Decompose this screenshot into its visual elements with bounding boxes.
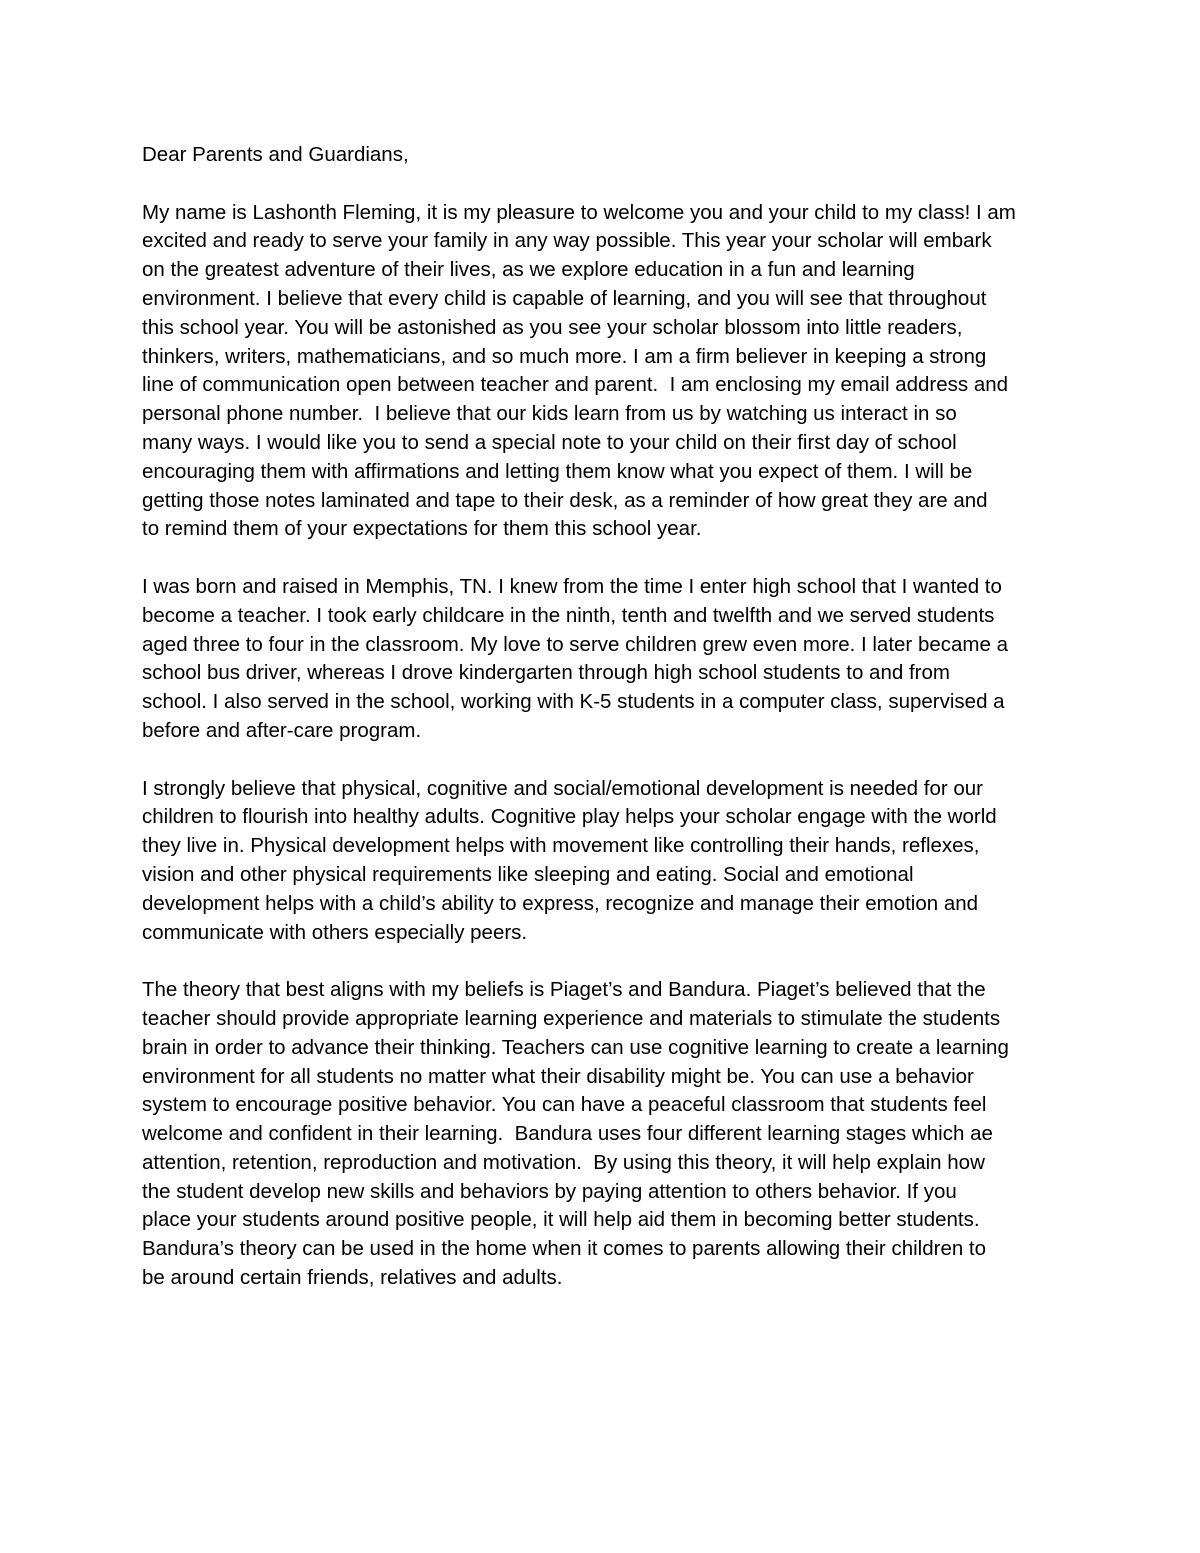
paragraphs-container — [142, 199, 1064, 1293]
text-line: this school year. You will be astonished as you see your scholar blossom into little readers, — [142, 315, 963, 339]
text-line: the student develop new skills and behaviors by paying attention to others behavior. If you — [142, 1179, 957, 1203]
text-line: many ways. I would like you to send a special note to your child on their first day of school — [142, 430, 957, 454]
text-line: attention, retention, reproduction and motivation. By using this theory, it will help explain how — [142, 1150, 985, 1174]
text-line: vision and other physical requirements like sleeping and eating. Social and emotional — [142, 862, 914, 886]
text-line: encouraging them with affirmations and letting them know what you expect of them. I will be — [142, 459, 973, 483]
paragraph-3 — [142, 775, 1064, 948]
text-line: school. I also served in the school, working with K-5 students in a computer class, supervised a — [142, 690, 1005, 714]
text-line: on the greatest adventure of their lives, as we explore education in a fun and learning — [142, 258, 915, 282]
text-line: excited and ready to serve your family in any way possible. This year your scholar will embark — [142, 229, 992, 253]
text-line: environment for all students no matter what their disability might be. You can use a behavior — [142, 1064, 974, 1088]
text-line: I strongly believe that physical, cognitive and social/emotional development is needed for our — [142, 776, 983, 800]
text-line: they live in. Physical development helps with movement like controlling their hands, reflexes, — [142, 834, 980, 858]
text-line: aged three to four in the classroom. My love to serve children grew even more. I later became a — [142, 632, 1008, 656]
text-line: development helps with a child’s ability to express, recognize and manage their emotion and — [142, 891, 979, 915]
text-line: to remind them of your expectations for them this school year. — [142, 517, 702, 541]
paragraph-4 — [142, 976, 1064, 1293]
text-line: thinkers, writers, mathematicians, and so much more. I am a firm believer in keeping a strong — [142, 344, 987, 368]
text-line: communicate with others especially peers. — [142, 920, 528, 944]
letter-body — [142, 141, 1064, 1293]
salutation-line: Dear Parents and Guardians, — [142, 143, 409, 166]
text-line: getting those notes laminated and tape to their desk, as a reminder of how great they are and — [142, 488, 988, 512]
text-line: personal phone number. I believe that our kids learn from us by watching us interact in so — [142, 402, 957, 426]
text-line: The theory that best aligns with my beliefs is Piaget’s and Bandura. Piaget’s believed that the — [142, 978, 986, 1002]
text-line: My name is Lashonth Fleming, it is my pleasure to welcome you and your child to my class! I am — [142, 200, 1016, 224]
text-line: environment. I believe that every child is capable of learning, and you will see that throughout — [142, 286, 987, 310]
paragraph-2 — [142, 573, 1064, 746]
text-line: place your students around positive people, it will help aid them in becoming better students. — [142, 1208, 980, 1232]
text-line: be around certain friends, relatives and adults. — [142, 1266, 563, 1290]
text-line: brain in order to advance their thinking. Teachers can use cognitive learning to create a learning — [142, 1035, 1009, 1059]
text-line: before and after-care program. — [142, 718, 422, 742]
text-line: I was born and raised in Memphis, TN. I knew from the time I enter high school that I wanted to — [142, 574, 1002, 598]
salutation — [142, 141, 1064, 170]
text-line: children to flourish into healthy adults. Cognitive play helps your scholar engage with the world — [142, 805, 997, 829]
text-line: Bandura’s theory can be used in the home when it comes to parents allowing their children to — [142, 1237, 987, 1261]
text-line: welcome and confident in their learning. Bandura uses four different learning stages which ae — [142, 1122, 993, 1146]
text-line: become a teacher. I took early childcare in the ninth, tenth and twelfth and we served students — [142, 603, 995, 627]
text-line: school bus driver, whereas I drove kindergarten through high school students to and from — [142, 661, 950, 685]
text-line: teacher should provide appropriate learning experience and materials to stimulate the students — [142, 1006, 1001, 1030]
text-line: line of communication open between teacher and parent. I am enclosing my email address and — [142, 373, 1009, 397]
text-line: system to encourage positive behavior. You can have a peaceful classroom that students feel — [142, 1093, 987, 1117]
paragraph-1 — [142, 199, 1064, 545]
